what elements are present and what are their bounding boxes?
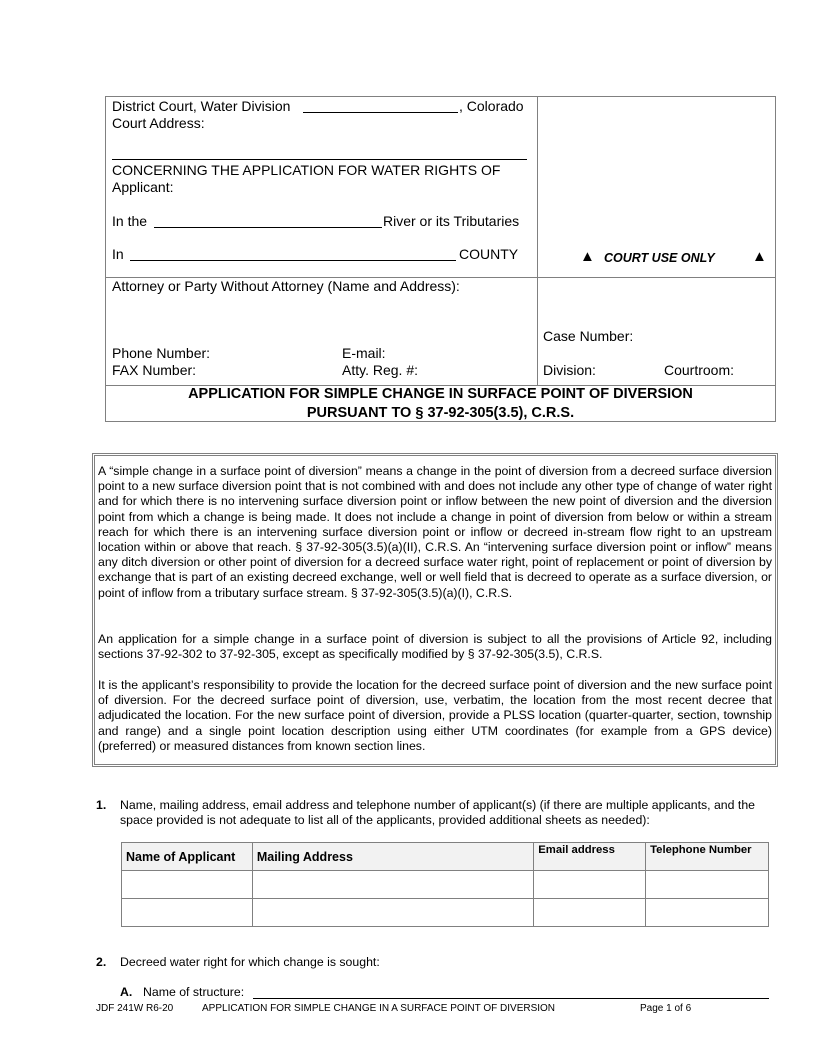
water-division-field[interactable]	[303, 112, 458, 113]
courtroom-label: Courtroom:	[664, 362, 735, 378]
section-1-number: 1.	[96, 798, 107, 812]
caption-box	[105, 96, 776, 422]
header-telephone-number: Telephone Number	[646, 843, 769, 871]
atty-reg-label: Atty. Reg. #:	[342, 362, 418, 378]
table-row	[122, 899, 769, 927]
section-2-text: Decreed water right for which change is sought:	[120, 955, 380, 969]
attorney-label: Attorney or Party Without Attorney (Name and Address):	[112, 278, 460, 294]
section-2-number: 2.	[96, 955, 107, 969]
instructions-paragraph-1: A “simple change in a surface point of diversion” means a change in the point of diversion from a decreed surface diversion point to a new surface diversion point that is not combined with and does not include any other type of change of water right and for which there is no intervening surface diversion point or inflow between the new point of diversion and the diversion point from which a change is being made. It does not include a change in point of diversion from below or within a stream reach for which there is an intervening surface diversion point or inflow or decreed in-stream flow right to an upstream location within or above that reach. § 37-92-305(3.5)(a)(II), C.R.S. An “intervening surface diversion point or inflow” means any ditch diversion or other point of diversion for a decreed surface water right, point of replacement or point of diversion by exchange that is part of an existing decreed exchange, well or well field that is decreed to operate as a surface diversion, or point of inflow from a tributary surface stream. § 37-92-305(3.5)(a)(I), C.R.S.	[98, 464, 772, 600]
header-mailing-address: Mailing Address	[252, 843, 533, 871]
triangle-up-icon: ▲	[580, 248, 595, 265]
court-use-only: COURT USE ONLY	[604, 251, 715, 265]
triangle-up-icon: ▲	[752, 248, 767, 265]
form-title-line-2: PURSUANT TO § 37-92-305(3.5), C.R.S.	[306, 405, 575, 421]
email-label: E-mail:	[342, 345, 386, 361]
email-address-cell[interactable]	[534, 899, 646, 927]
telephone-number-cell[interactable]	[646, 871, 769, 899]
telephone-number-cell[interactable]	[646, 899, 769, 927]
court-line-prefix: District Court, Water Division	[112, 98, 291, 114]
header-name-of-applicant: Name of Applicant	[122, 843, 253, 871]
applicant-name-cell[interactable]	[122, 899, 253, 927]
section-1-text: Name, mailing address, email address and telephone number of applicant(s) (if there are multiple applicants, and the space provided is not adequate to list all of the applicants, provided additional sheets as needed):	[120, 798, 756, 827]
header-email-address: Email address	[534, 843, 646, 871]
email-address-cell[interactable]	[534, 871, 646, 899]
footer-form-title: APPLICATION FOR SIMPLE CHANGE IN A SURFACE POINT OF DIVERSION	[202, 1003, 556, 1014]
court-line-suffix: , Colorado	[459, 98, 524, 114]
footer-form-id: JDF 241W R6-20	[96, 1003, 174, 1014]
table-header-row	[122, 843, 769, 871]
court-address-field[interactable]	[112, 159, 527, 160]
court-address-label: Court Address:	[112, 115, 205, 131]
section-2a-letter: A.	[120, 985, 133, 999]
river-label: River or its Tributaries	[383, 213, 520, 229]
applicant-table	[121, 842, 769, 927]
mailing-address-cell[interactable]	[252, 899, 533, 927]
case-number-label: Case Number:	[543, 328, 634, 344]
river-field[interactable]	[154, 227, 382, 228]
in-label: In	[112, 246, 124, 262]
county-field[interactable]	[130, 260, 456, 261]
phone-label: Phone Number:	[112, 345, 211, 361]
concerning-heading: CONCERNING THE APPLICATION FOR WATER RIGHTS OF	[112, 162, 501, 178]
structure-name-field[interactable]	[253, 998, 769, 999]
instructions-box	[92, 453, 778, 767]
fax-label: FAX Number:	[112, 362, 197, 378]
footer-page-number: Page 1 of 6	[640, 1003, 692, 1014]
instructions-paragraph-2: An application for a simple change in a surface point of diversion is subject to all the provisions of Article 92, including sections 37-92-302 to 37-92-305, except as specifically modified by § 37-92-305(3.5), C.R.S.	[98, 632, 772, 662]
mailing-address-cell[interactable]	[252, 871, 533, 899]
in-the-label: In the	[112, 213, 148, 229]
table-row	[122, 871, 769, 899]
instructions-paragraph-3: It is the applicant’s responsibility to provide the location for the decreed surface point of diversion and the new surface point of diversion. For the decreed surface point of diversion, use, verbatim, the location from the most recent decree that adjudicated the location. For the new surface point of diversion, provide a PLSS location (quarter-quarter, section, township and range) and a single point location description using either UTM coordinates (for example from a GPS device) (preferred) or measured distances from known section lines.	[98, 678, 772, 753]
division-label: Division:	[543, 362, 596, 378]
applicant-label: Applicant:	[112, 179, 174, 195]
caption-divider-vertical	[537, 97, 538, 385]
structure-name-label: Name of structure:	[143, 985, 245, 999]
applicant-name-cell[interactable]	[122, 871, 253, 899]
form-title-line-1: APPLICATION FOR SIMPLE CHANGE IN SURFACE POINT OF DIVERSION	[188, 386, 693, 402]
county-label: COUNTY	[459, 246, 519, 262]
